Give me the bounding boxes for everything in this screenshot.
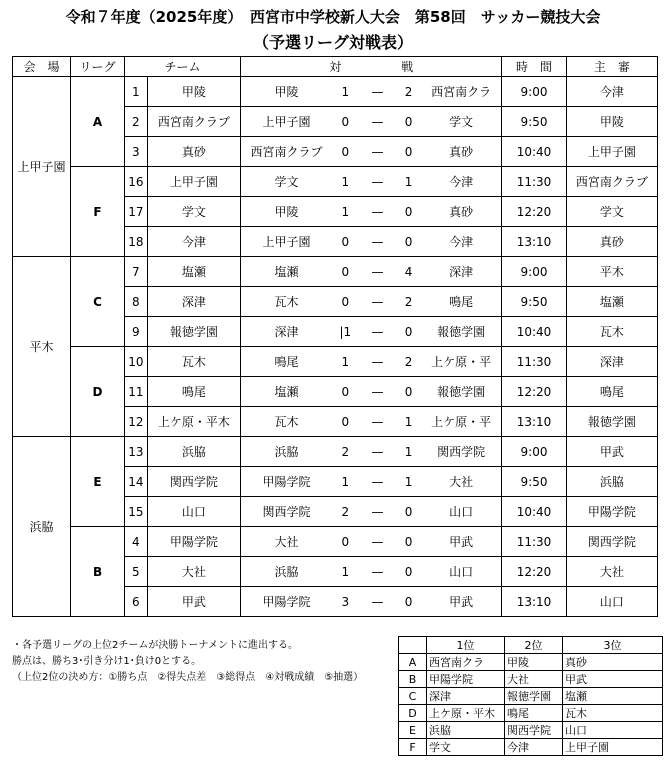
referee-team: 報徳学園	[566, 407, 657, 437]
score-separator: —	[359, 467, 396, 497]
venue-cell: 上甲子園	[13, 77, 71, 257]
away-score: 2	[396, 287, 421, 317]
second-place: 大社	[505, 671, 563, 688]
score-separator: —	[359, 497, 396, 527]
score-separator: —	[359, 437, 396, 467]
team-name: 関西学院	[147, 467, 240, 497]
note-line: 勝点は、勝ち3･引き分け1･負け0とする。	[12, 656, 202, 667]
home-score: 1	[332, 77, 359, 107]
away-score: 0	[396, 587, 421, 617]
third-place: 塩瀬	[563, 688, 663, 705]
away-team: 関西学院	[421, 437, 502, 467]
kickoff-time: 9:00	[502, 257, 566, 287]
home-score: 1	[332, 347, 359, 377]
away-score: 0	[396, 527, 421, 557]
referee-team: 大社	[566, 557, 657, 587]
home-score: 0	[332, 377, 359, 407]
home-team: 関西学院	[241, 497, 332, 527]
second-place: 報徳学園	[505, 688, 563, 705]
standings-row	[399, 671, 663, 688]
first-place: 甲陽学院	[427, 671, 505, 688]
team-name: 今津	[147, 227, 240, 257]
referee-team: 真砂	[566, 227, 657, 257]
first-place: 西宮南クラ	[427, 654, 505, 671]
venue-cell: 平木	[13, 257, 71, 437]
league-cell: C	[71, 257, 125, 347]
away-score: 0	[396, 377, 421, 407]
standings-corner	[399, 637, 427, 654]
team-name: 深津	[147, 287, 240, 317]
standings-row	[399, 705, 663, 722]
home-team: 大社	[241, 527, 332, 557]
second-place: 甲陵	[505, 654, 563, 671]
score-separator: —	[359, 407, 396, 437]
away-team: 甲武	[421, 587, 502, 617]
away-score: 0	[396, 137, 421, 167]
home-score: 0	[332, 107, 359, 137]
league-cell: B	[71, 527, 125, 617]
first-place: 上ケ原・平木	[427, 705, 505, 722]
page-subtitle: （予選リーグ対戦表）	[252, 33, 413, 52]
away-team: 大社	[421, 467, 502, 497]
referee-team: 甲陵	[566, 107, 657, 137]
first-place: 学文	[427, 739, 505, 756]
kickoff-time: 12:20	[502, 377, 566, 407]
table-row	[13, 527, 658, 557]
third-place: 甲武	[563, 671, 663, 688]
score-separator: —	[359, 107, 396, 137]
standings-header-row	[399, 637, 663, 654]
second-place: 関西学院	[505, 722, 563, 739]
kickoff-time: 13:10	[502, 227, 566, 257]
score-separator: —	[359, 167, 396, 197]
away-score: 0	[396, 497, 421, 527]
referee-team: 甲武	[566, 437, 657, 467]
home-team: 塩瀬	[241, 257, 332, 287]
header-league: リーグ	[71, 57, 125, 77]
score-separator: —	[359, 317, 396, 347]
third-place: 真砂	[563, 654, 663, 671]
home-team: 浜脇	[241, 557, 332, 587]
score-separator: —	[359, 287, 396, 317]
away-team: 鳴尾	[421, 287, 502, 317]
venue-cell: 浜脇	[13, 437, 71, 617]
away-team: 報徳学園	[421, 377, 502, 407]
match-number: 3	[124, 137, 147, 167]
team-name: 報徳学園	[147, 317, 240, 347]
home-score: 0	[332, 287, 359, 317]
first-place: 深津	[427, 688, 505, 705]
header-time: 時 間	[502, 57, 566, 77]
away-team: 真砂	[421, 137, 502, 167]
away-score: 4	[396, 257, 421, 287]
home-team: 瓦木	[241, 287, 332, 317]
match-number: 14	[124, 467, 147, 497]
table-row	[13, 437, 658, 467]
header-referee: 主 審	[566, 57, 657, 77]
team-name: 西宮南クラブ	[147, 107, 240, 137]
match-number: 7	[124, 257, 147, 287]
score-separator: —	[359, 377, 396, 407]
score-separator: —	[359, 587, 396, 617]
home-team: 甲陵	[241, 197, 332, 227]
standings-row	[399, 654, 663, 671]
kickoff-time: 11:30	[502, 527, 566, 557]
kickoff-time: 9:50	[502, 467, 566, 497]
score-separator: —	[359, 227, 396, 257]
standings-row	[399, 722, 663, 739]
away-team: 真砂	[421, 197, 502, 227]
standings-league: D	[399, 705, 427, 722]
home-score: 1	[332, 557, 359, 587]
score-separator: —	[359, 197, 396, 227]
score-separator: —	[359, 137, 396, 167]
third-place: 上甲子園	[563, 739, 663, 756]
referee-team: 西宮南クラブ	[566, 167, 657, 197]
kickoff-time: 9:50	[502, 287, 566, 317]
home-score: 0	[332, 227, 359, 257]
note-line: ・各予選リーグの上位2チームが決勝トーナメントに進出する。	[12, 640, 298, 651]
referee-team: 学文	[566, 197, 657, 227]
home-team: 深津	[241, 317, 332, 347]
match-number: 17	[124, 197, 147, 227]
home-team: 瓦木	[241, 407, 332, 437]
score-separator: —	[359, 557, 396, 587]
tournament-title: 令和７年度（2025年度） 西宮市中学校新人大会 第58回 サッカー競技大会	[65, 8, 601, 26]
team-name: 大社	[147, 557, 240, 587]
league-cell: D	[71, 347, 125, 437]
away-score: 0	[396, 227, 421, 257]
third-place: 山口	[563, 722, 663, 739]
away-score: 1	[396, 167, 421, 197]
match-number: 4	[124, 527, 147, 557]
score-separator: —	[359, 347, 396, 377]
referee-team: 浜脇	[566, 467, 657, 497]
away-team: 甲武	[421, 527, 502, 557]
note-line: （上位2位の決め方：①勝ち点 ②得失点差 ③総得点 ④対戦成績 ⑤抽選）	[12, 672, 364, 683]
team-name: 鳴尾	[147, 377, 240, 407]
away-team: 今津	[421, 227, 502, 257]
standings-league: A	[399, 654, 427, 671]
kickoff-time: 12:20	[502, 557, 566, 587]
home-team: 西宮南クラブ	[241, 137, 332, 167]
match-number: 15	[124, 497, 147, 527]
kickoff-time: 10:40	[502, 137, 566, 167]
kickoff-time: 10:40	[502, 497, 566, 527]
away-team: 上ケ原・平	[421, 347, 502, 377]
header-third: 3位	[563, 637, 663, 654]
match-schedule-table	[12, 56, 658, 617]
league-standings-table	[398, 636, 663, 756]
table-row	[13, 257, 658, 287]
home-team: 甲陽学院	[241, 587, 332, 617]
referee-team: 甲陽学院	[566, 497, 657, 527]
match-number: 13	[124, 437, 147, 467]
home-team: 上甲子園	[241, 107, 332, 137]
match-number: 8	[124, 287, 147, 317]
away-score: 0	[396, 197, 421, 227]
away-score: 1	[396, 407, 421, 437]
match-number: 16	[124, 167, 147, 197]
second-place: 今津	[505, 739, 563, 756]
table-row	[13, 347, 658, 377]
away-score: 0	[396, 557, 421, 587]
league-cell: A	[71, 77, 125, 167]
team-name: 真砂	[147, 137, 240, 167]
match-number: 9	[124, 317, 147, 347]
kickoff-time: 9:50	[502, 107, 566, 137]
away-team: 上ケ原・平	[421, 407, 502, 437]
home-team: 鳴尾	[241, 347, 332, 377]
home-score: 0	[332, 407, 359, 437]
league-cell: E	[71, 437, 125, 527]
team-name: 学文	[147, 197, 240, 227]
team-name: 浜脇	[147, 437, 240, 467]
match-number: 11	[124, 377, 147, 407]
home-score: 1	[332, 467, 359, 497]
away-score: 0	[396, 317, 421, 347]
away-team: 山口	[421, 497, 502, 527]
third-place: 瓦木	[563, 705, 663, 722]
home-team: 学文	[241, 167, 332, 197]
kickoff-time: 9:00	[502, 77, 566, 107]
team-name: 上ケ原・平木	[147, 407, 240, 437]
kickoff-time: 11:30	[502, 347, 566, 377]
team-name: 瓦木	[147, 347, 240, 377]
home-score: 1	[332, 167, 359, 197]
table-row	[13, 77, 658, 107]
home-score: 0	[332, 257, 359, 287]
kickoff-time: 10:40	[502, 317, 566, 347]
kickoff-time: 13:10	[502, 587, 566, 617]
away-score: 2	[396, 77, 421, 107]
standings-row	[399, 688, 663, 705]
second-place: 鳴尾	[505, 705, 563, 722]
home-score: 3	[332, 587, 359, 617]
header-match: 対 戦	[241, 57, 502, 77]
header-venue: 会 場	[13, 57, 71, 77]
away-team: 深津	[421, 257, 502, 287]
away-team: 山口	[421, 557, 502, 587]
referee-team: 今津	[566, 77, 657, 107]
referee-team: 鳴尾	[566, 377, 657, 407]
table-row	[13, 167, 658, 197]
score-separator: —	[359, 527, 396, 557]
team-name: 甲陽学院	[147, 527, 240, 557]
home-score: 2	[332, 437, 359, 467]
team-name: 塩瀬	[147, 257, 240, 287]
match-number: 18	[124, 227, 147, 257]
kickoff-time: 11:30	[502, 167, 566, 197]
away-team: 西宮南クラ	[421, 77, 502, 107]
standings-league: F	[399, 739, 427, 756]
away-score: 0	[396, 107, 421, 137]
home-score: 0	[332, 527, 359, 557]
home-score: 1	[332, 197, 359, 227]
standings-league: E	[399, 722, 427, 739]
header-second: 2位	[505, 637, 563, 654]
score-separator: —	[359, 77, 396, 107]
match-number: 6	[124, 587, 147, 617]
match-number: 2	[124, 107, 147, 137]
home-score: |1	[332, 317, 359, 347]
referee-team: 平木	[566, 257, 657, 287]
team-name: 甲武	[147, 587, 240, 617]
home-team: 浜脇	[241, 437, 332, 467]
kickoff-time: 9:00	[502, 437, 566, 467]
table-header-row	[13, 57, 658, 77]
kickoff-time: 13:10	[502, 407, 566, 437]
home-team: 甲陵	[241, 77, 332, 107]
league-cell: F	[71, 167, 125, 257]
first-place: 浜脇	[427, 722, 505, 739]
match-number: 12	[124, 407, 147, 437]
kickoff-time: 12:20	[502, 197, 566, 227]
away-score: 1	[396, 437, 421, 467]
match-number: 10	[124, 347, 147, 377]
score-separator: —	[359, 257, 396, 287]
referee-team: 山口	[566, 587, 657, 617]
away-team: 今津	[421, 167, 502, 197]
team-name: 上甲子園	[147, 167, 240, 197]
away-team: 報徳学園	[421, 317, 502, 347]
referee-team: 塩瀬	[566, 287, 657, 317]
referee-team: 関西学院	[566, 527, 657, 557]
away-score: 1	[396, 467, 421, 497]
header-team: チーム	[124, 57, 240, 77]
home-team: 上甲子園	[241, 227, 332, 257]
home-team: 甲陽学院	[241, 467, 332, 497]
match-number: 5	[124, 557, 147, 587]
standings-league: C	[399, 688, 427, 705]
away-score: 2	[396, 347, 421, 377]
team-name: 甲陵	[147, 77, 240, 107]
away-team: 学文	[421, 107, 502, 137]
team-name: 山口	[147, 497, 240, 527]
referee-team: 深津	[566, 347, 657, 377]
referee-team: 上甲子園	[566, 137, 657, 167]
home-score: 2	[332, 497, 359, 527]
referee-team: 瓦木	[566, 317, 657, 347]
home-score: 0	[332, 137, 359, 167]
header-first: 1位	[427, 637, 505, 654]
standings-league: B	[399, 671, 427, 688]
match-number: 1	[124, 77, 147, 107]
home-team: 塩瀬	[241, 377, 332, 407]
standings-row	[399, 739, 663, 756]
rules-notes	[12, 638, 363, 686]
